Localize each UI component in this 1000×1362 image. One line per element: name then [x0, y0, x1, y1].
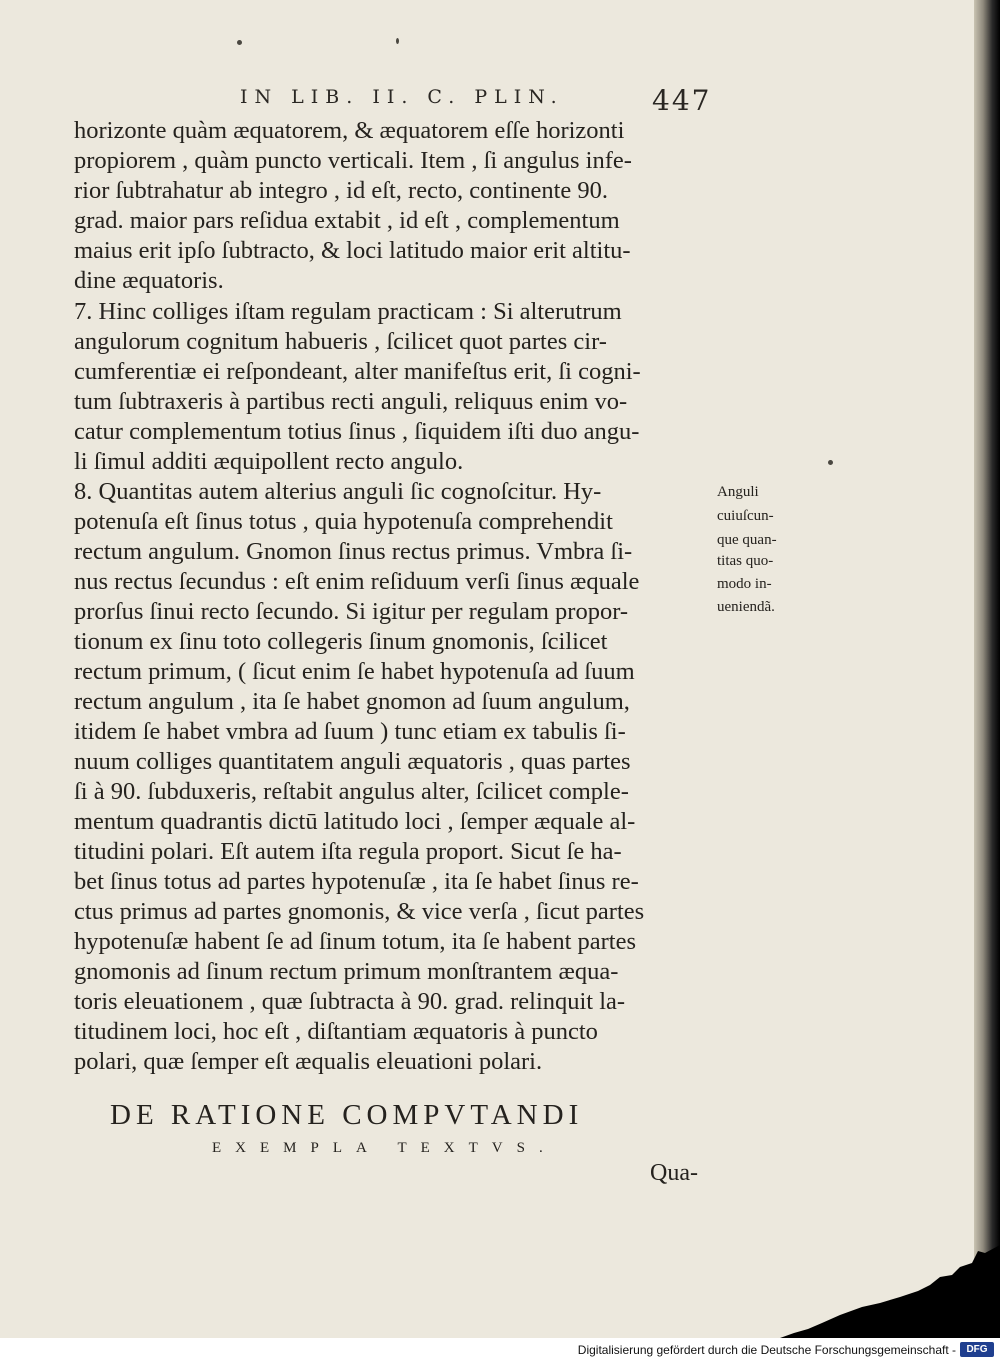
ink-speck: [237, 40, 242, 45]
text-line: maius erit ipſo ſubtracto, & loci latitudo maior erit altitu-: [74, 237, 631, 264]
text-line: dine æquatoris.: [74, 267, 224, 294]
section-subheading: EXEMPLA TEXTVS.: [212, 1140, 557, 1156]
page-number: 447: [652, 84, 712, 117]
marginal-note-line: titas quo-: [717, 553, 774, 569]
text-line: prorſus ſinui recto ſecundo. Si igitur per regulam propor-: [74, 598, 629, 625]
text-line: angulorum cognitum habueris , ſcilicet quot partes cir-: [74, 328, 607, 355]
text-line: mentum quadrantis dictū latitudo loci , ſemper æquale al-: [74, 808, 636, 835]
text-line: 8. Quantitas autem alterius anguli ſic cognoſcitur. Hy-: [74, 478, 602, 505]
catchword: Qua-: [650, 1160, 698, 1186]
text-line: titudinem loci, hoc eſt , diſtantiam æquatoris à puncto: [74, 1018, 598, 1045]
text-line: titudini polari. Eſt autem iſta regula proport. Sicut ſe ha-: [74, 838, 622, 865]
text-line: bet ſinus totus ad partes hypotenuſæ , ita ſe habet ſinus re-: [74, 868, 639, 895]
text-line: 7. Hinc colliges iſtam regulam practicam : Si alterutrum: [74, 298, 622, 325]
text-line: rior ſubtrahatur ab integro , id eſt, recto, continente 90.: [74, 177, 609, 204]
text-line: itidem ſe habet vmbra ad ſuum ) tunc etiam ex tabulis ſi-: [74, 718, 626, 745]
torn-corner: [780, 1245, 1000, 1345]
funding-credit: Digitalisierung gefördert durch die Deutsche Forschungsgemeinschaft -: [577, 1343, 956, 1357]
text-line: potenuſa eſt ſinus totus , quia hypotenuſa comprehendit: [74, 508, 613, 535]
running-head: IN LIB. II. C. PLIN.: [240, 86, 564, 108]
text-line: tum ſubtraxeris à partibus recti anguli, reliquus enim vo-: [74, 388, 628, 415]
text-line: catur complementum totius ſinus , ſiquidem iſti duo angu-: [74, 418, 640, 445]
text-line: gnomonis ad ſinum rectum primum monſtrantem æqua-: [74, 958, 619, 985]
text-line: grad. maior pars reſidua extabit , id eſt , complementum: [74, 207, 620, 234]
text-line: hypotenuſæ habent ſe ad ſinum totum, ita ſe habent partes: [74, 928, 637, 955]
text-line: li ſimul additi æquipollent recto angulo.: [74, 448, 464, 475]
text-line: toris eleuationem , quæ ſubtracta à 90. grad. relinquit la-: [74, 988, 626, 1015]
text-line: ſi à 90. ſubduxeris, reſtabit angulus alter, ſcilicet comple-: [74, 778, 629, 805]
marginal-note-line: ueniendã.: [717, 599, 775, 615]
dfg-logo-icon: DFG: [960, 1342, 994, 1357]
text-line: propiorem , quàm puncto verticali. Item , ſi angulus infe-: [74, 147, 632, 174]
marginal-note-line: cuiuſcun-: [717, 508, 774, 524]
text-line: horizonte quàm æquatorem, & æquatorem eſſe horizonti: [74, 117, 625, 144]
text-line: tionum ex ſinu toto collegeris ſinum gnomonis, ſcilicet: [74, 628, 608, 655]
text-line: rectum angulum , ita ſe habet gnomon ad ſuum angulum,: [74, 688, 630, 715]
footer-bar: [0, 1338, 1000, 1362]
text-line: cumferentiæ ei reſpondeant, alter manifeſtus erit, ſi cogni-: [74, 358, 641, 385]
text-line: rectum primum, ( ſicut enim ſe habet hypotenuſa ad ſuum: [74, 658, 635, 685]
ink-speck: [828, 460, 833, 465]
section-heading: DE RATIONE COMPVTANDI: [110, 1099, 584, 1131]
marginal-note-line: que quan-: [717, 532, 777, 548]
text-line: ctus primus ad partes gnomonis, & vice verſa , ſicut partes: [74, 898, 645, 925]
ink-speck: [396, 38, 399, 44]
text-line: nuum colliges quantitatem anguli æquatoris , quas partes: [74, 748, 631, 775]
text-line: polari, quæ ſemper eſt æqualis eleuationi polari.: [74, 1048, 543, 1075]
text-line: nus rectus ſecundus : eſt enim reſiduum verſi ſinus æquale: [74, 568, 640, 595]
page-edge-shadow: [974, 0, 1000, 1338]
marginal-note-line: Anguli: [717, 484, 759, 500]
marginal-note-line: modo in-: [717, 576, 772, 592]
text-line: rectum angulum. Gnomon ſinus rectus primus. Vmbra ſi-: [74, 538, 633, 565]
